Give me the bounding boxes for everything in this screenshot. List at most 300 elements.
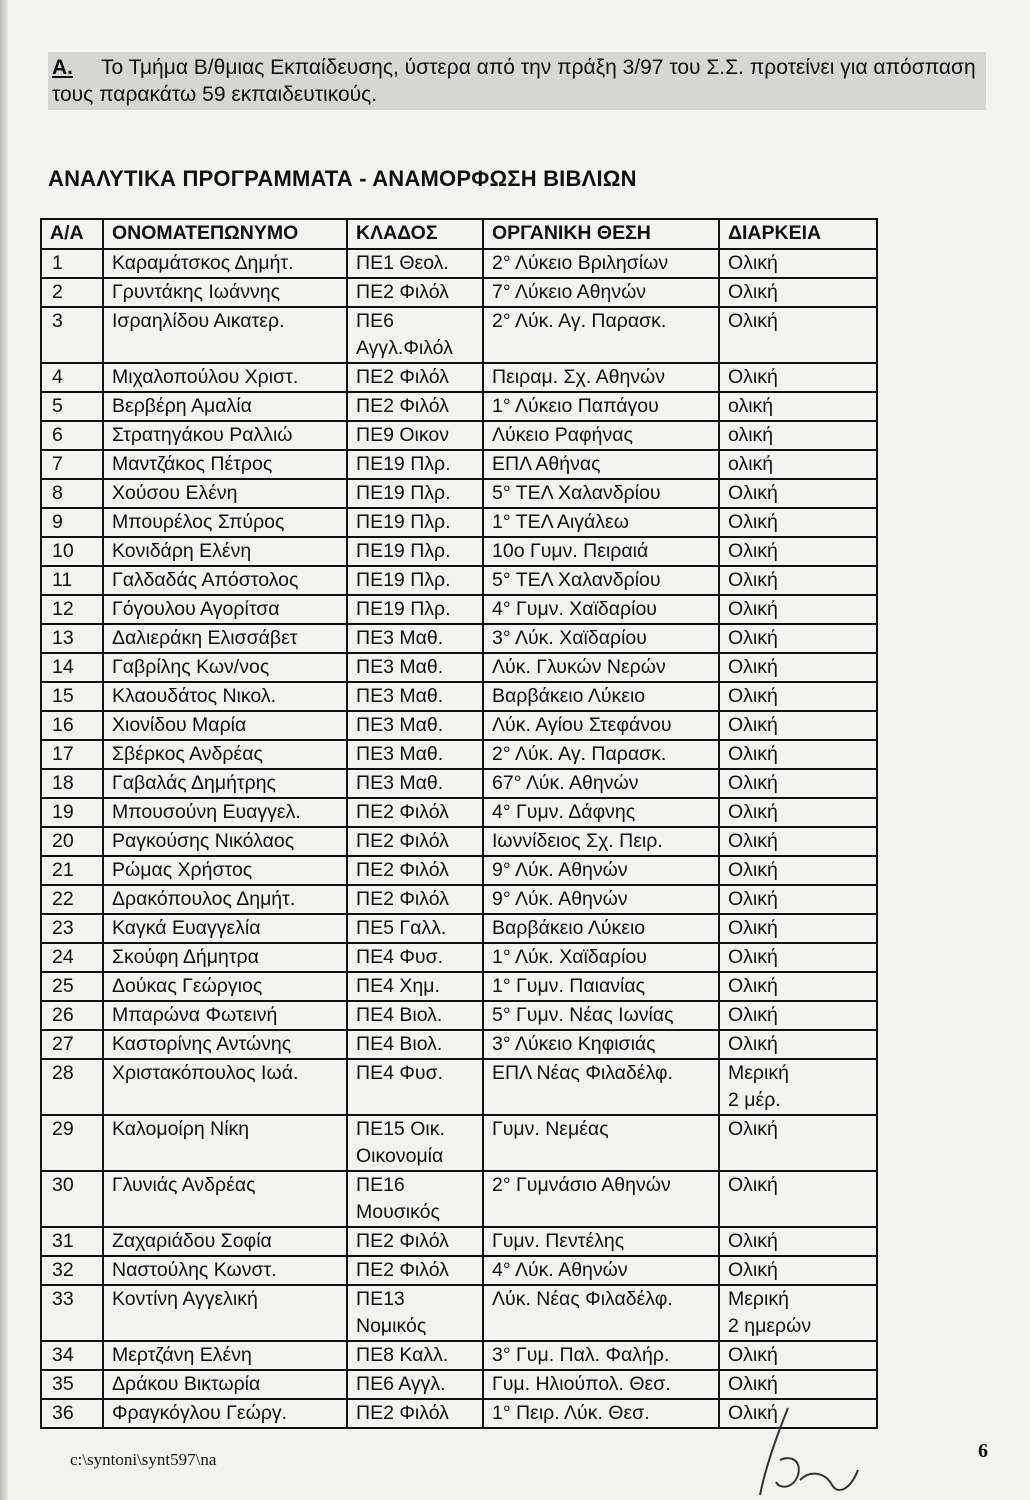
cell-school-line: 67° Λύκ. Αθηνών	[492, 772, 639, 794]
cell-branch-line: ΠΕ1 Θεολ.	[356, 252, 449, 274]
cell-index-line: 30	[52, 1174, 74, 1196]
cell-name	[103, 508, 347, 537]
cell-index-line: 24	[52, 946, 74, 968]
cell-school-line: 9° Λύκ. Αθηνών	[492, 888, 628, 910]
cell-index-line: 20	[52, 830, 74, 852]
cell-duration	[719, 682, 877, 711]
cell-index-line: 27	[52, 1033, 74, 1055]
cell-school-line: 10ο Γυμν. Πειραιά	[492, 540, 649, 562]
cell-duration-line: ολική	[728, 453, 774, 475]
cell-duration-line: Ολική	[728, 1373, 778, 1395]
cell-name	[103, 566, 347, 595]
cell-branch	[347, 1370, 483, 1399]
cell-duration-line: Μερική	[728, 1288, 789, 1310]
cell-branch	[347, 1030, 483, 1059]
cell-branch-line: ΠΕ3 Μαθ.	[356, 743, 444, 765]
cell-branch	[347, 653, 483, 682]
cell-index	[41, 450, 103, 479]
cell-branch	[347, 421, 483, 450]
cell-name-line: Καστορίνης Αντώνης	[112, 1033, 292, 1055]
cell-duration-line: Ολική	[728, 975, 778, 997]
cell-duration	[719, 537, 877, 566]
cell-branch	[347, 624, 483, 653]
cell-branch	[347, 1285, 483, 1341]
cell-branch-line: ΠΕ2 Φιλόλ	[356, 1230, 449, 1252]
cell-branch-line: ΠΕ4 Χημ.	[356, 975, 440, 997]
cell-branch	[347, 827, 483, 856]
cell-school-line: 5° ΤΕΛ Χαλανδρίου	[492, 482, 661, 504]
table-row	[41, 421, 877, 450]
cell-duration-line: Ολική	[728, 656, 778, 678]
cell-name	[103, 769, 347, 798]
cell-duration	[719, 711, 877, 740]
cell-branch-line: ΠΕ3 Μαθ.	[356, 656, 444, 678]
cell-school	[483, 278, 719, 307]
cell-name	[103, 1227, 347, 1256]
cell-school	[483, 682, 719, 711]
cell-duration-line: Ολική	[728, 1118, 778, 1140]
cell-index	[41, 798, 103, 827]
cell-school-line: Λύκ. Νέας Φιλαδέλφ.	[492, 1288, 673, 1310]
cell-school	[483, 1227, 719, 1256]
cell-branch-line: ΠΕ5 Γαλλ.	[356, 917, 447, 939]
table-row	[41, 566, 877, 595]
cell-index-line: 33	[52, 1288, 74, 1310]
cell-name-line: Ισραηλίδου Αικατερ.	[112, 310, 285, 332]
cell-index	[41, 1370, 103, 1399]
cell-index-line: 31	[52, 1230, 74, 1252]
cell-index	[41, 856, 103, 885]
cell-duration	[719, 972, 877, 1001]
cell-index	[41, 624, 103, 653]
cell-duration-line: ολική	[728, 424, 774, 446]
cell-duration	[719, 1370, 877, 1399]
cell-name-line: Καλομοίρη Νίκη	[112, 1118, 250, 1140]
cell-name	[103, 1059, 347, 1115]
cell-name-line: Μπουρέλος Σπύρος	[112, 511, 285, 533]
cell-school	[483, 1341, 719, 1370]
cell-branch-line: ΠΕ2 Φιλόλ	[356, 366, 449, 388]
cell-branch-line: ΠΕ3 Μαθ.	[356, 714, 444, 736]
cell-school-line: Λύκ. Αγίου Στεφάνου	[492, 714, 672, 736]
cell-branch-line: ΠΕ2 Φιλόλ	[356, 859, 449, 881]
table-row	[41, 1285, 877, 1341]
cell-name	[103, 363, 347, 392]
cell-duration-line: Ολική	[728, 310, 778, 332]
cell-index-line: 29	[52, 1118, 74, 1140]
cell-school-line: 2° Γυμνάσιο Αθηνών	[492, 1174, 671, 1196]
cell-school-line: 1° Λύκ. Χαϊδαρίου	[492, 946, 647, 968]
cell-index	[41, 827, 103, 856]
cell-index-line: 10	[52, 540, 74, 562]
cell-index	[41, 1227, 103, 1256]
cell-duration	[719, 1285, 877, 1341]
cell-index	[41, 972, 103, 1001]
cell-name	[103, 1285, 347, 1341]
cell-index-line: 7	[52, 453, 63, 475]
cell-school	[483, 653, 719, 682]
intro-text: Το Τμήμα Β/θμιας Εκπαίδευσης, ύστερα από την πράξη 3/97 του Σ.Σ. προτείνει για απόσπαση τους παρακάτω 59 εκπαιδευτικούς.	[52, 56, 976, 106]
cell-index-line: 21	[52, 859, 74, 881]
cell-duration-line: Ολική	[728, 1344, 778, 1366]
cell-index	[41, 1256, 103, 1285]
cell-duration	[719, 307, 877, 363]
table-row	[41, 914, 877, 943]
cell-school	[483, 914, 719, 943]
cell-index	[41, 392, 103, 421]
cell-duration	[719, 479, 877, 508]
cell-index	[41, 711, 103, 740]
cell-duration	[719, 595, 877, 624]
cell-duration-line: Ολική	[728, 1259, 778, 1281]
cell-index-line: 34	[52, 1344, 74, 1366]
cell-branch	[347, 566, 483, 595]
cell-index	[41, 595, 103, 624]
table-row	[41, 595, 877, 624]
cell-school	[483, 450, 719, 479]
cell-branch-line: ΠΕ2 Φιλόλ	[356, 1259, 449, 1281]
cell-index-line: 1	[52, 252, 63, 274]
cell-school	[483, 798, 719, 827]
cell-school	[483, 856, 719, 885]
cell-school-line: 3° Λύκ. Χαϊδαρίου	[492, 627, 647, 649]
cell-duration	[719, 450, 877, 479]
cell-name	[103, 392, 347, 421]
cell-index-line: 6	[52, 424, 63, 446]
cell-name	[103, 249, 347, 278]
table-row	[41, 537, 877, 566]
cell-duration-line: Ολική	[728, 1402, 778, 1424]
cell-name-line: Γαβρίλης Κων/νος	[112, 656, 270, 678]
table-row	[41, 1227, 877, 1256]
cell-name	[103, 943, 347, 972]
cell-branch	[347, 1341, 483, 1370]
cell-duration	[719, 508, 877, 537]
cell-school-line: 3° Γυμ. Παλ. Φαλήρ.	[492, 1344, 670, 1366]
teachers-table	[40, 218, 878, 1429]
cell-branch	[347, 508, 483, 537]
cell-duration-line: Μερική	[728, 1062, 789, 1084]
cell-index-line: 8	[52, 482, 63, 504]
cell-duration-line: Ολική	[728, 366, 778, 388]
cell-name-line: Γαβαλάς Δημήτρης	[112, 772, 276, 794]
cell-index	[41, 1115, 103, 1171]
table-row	[41, 972, 877, 1001]
cell-duration-line: Ολική	[728, 1004, 778, 1026]
cell-branch-line: Νομικός	[356, 1315, 427, 1337]
cell-school	[483, 566, 719, 595]
page-number: 6	[978, 1440, 988, 1462]
cell-index	[41, 769, 103, 798]
cell-school-line: 2° Λύκ. Αγ. Παρασκ.	[492, 310, 667, 332]
cell-branch	[347, 711, 483, 740]
cell-school	[483, 740, 719, 769]
teachers-table-wrapper	[40, 218, 878, 1429]
cell-school-line: 1° Πειρ. Λύκ. Θεσ.	[492, 1402, 650, 1424]
cell-name-line: Στρατηγάκου Ραλλιώ	[112, 424, 293, 446]
file-path-footer: c:\syntoni\synt597\na	[70, 1450, 217, 1469]
cell-name-line: Ναστούλης Κωνστ.	[112, 1259, 277, 1281]
cell-name-line: Δαλιεράκη Ελισσάβετ	[112, 627, 298, 649]
cell-branch	[347, 1001, 483, 1030]
cell-duration-line: Ολική	[728, 1174, 778, 1196]
cell-index	[41, 1285, 103, 1341]
cell-duration-line: Ολική	[728, 946, 778, 968]
cell-duration	[719, 943, 877, 972]
header-name: ΟΝΟΜΑΤΕΠΩΝΥΜΟ	[103, 219, 347, 249]
signature-scribble	[740, 1400, 870, 1500]
cell-branch-line: ΠΕ19 Πλρ.	[356, 598, 451, 620]
cell-name	[103, 827, 347, 856]
cell-duration	[719, 624, 877, 653]
cell-school	[483, 624, 719, 653]
cell-index	[41, 653, 103, 682]
cell-name-line: Φραγκόγλου Γεώργ.	[112, 1402, 288, 1424]
cell-name	[103, 798, 347, 827]
cell-school-line: 1° ΤΕΛ Αιγάλεω	[492, 511, 629, 533]
header-school: ΟΡΓΑΝΙΚΗ ΘΕΣΗ	[483, 219, 719, 249]
cell-name	[103, 740, 347, 769]
cell-name	[103, 307, 347, 363]
cell-index-line: 14	[52, 656, 74, 678]
cell-branch-line: ΠΕ3 Μαθ.	[356, 627, 444, 649]
cell-duration	[719, 653, 877, 682]
table-row	[41, 769, 877, 798]
cell-branch-line: ΠΕ19 Πλρ.	[356, 569, 451, 591]
cell-name	[103, 1171, 347, 1227]
cell-branch-line: ΠΕ19 Πλρ.	[356, 482, 451, 504]
cell-index	[41, 740, 103, 769]
cell-name-line: Μπουσούνη Ευαγγελ.	[112, 801, 301, 823]
cell-index-line: 15	[52, 685, 74, 707]
cell-branch-line: ΠΕ4 Φυσ.	[356, 1062, 444, 1084]
cell-school	[483, 943, 719, 972]
cell-index-line: 4	[52, 366, 63, 388]
cell-index-line: 18	[52, 772, 74, 794]
cell-name-line: Βερβέρη Αμαλία	[112, 395, 252, 417]
cell-name-line: Ρώμας Χρήστος	[112, 859, 253, 881]
cell-duration	[719, 1171, 877, 1227]
cell-duration-line: Ολική	[728, 569, 778, 591]
cell-duration	[719, 1341, 877, 1370]
cell-branch	[347, 595, 483, 624]
cell-school-line: Γυμν. Νεμέας	[492, 1118, 609, 1140]
cell-branch	[347, 1115, 483, 1171]
cell-name-line: Σκούφη Δήμητρα	[112, 946, 259, 968]
cell-duration	[719, 249, 877, 278]
cell-index-line: 32	[52, 1259, 74, 1281]
table-row	[41, 1370, 877, 1399]
cell-duration-line: Ολική	[728, 685, 778, 707]
cell-name	[103, 682, 347, 711]
cell-school	[483, 1001, 719, 1030]
cell-index-line: 12	[52, 598, 74, 620]
cell-branch-line: Οικονομία	[356, 1145, 444, 1167]
cell-name-line: Καγκά Ευαγγελία	[112, 917, 261, 939]
cell-index	[41, 537, 103, 566]
cell-school-line: 4° Λύκ. Αθηνών	[492, 1259, 628, 1281]
cell-school	[483, 479, 719, 508]
cell-branch	[347, 972, 483, 1001]
cell-school-line: Πειραμ. Σχ. Αθηνών	[492, 366, 666, 388]
cell-branch	[347, 307, 483, 363]
cell-name	[103, 711, 347, 740]
cell-name-line: Κονιδάρη Ελένη	[112, 540, 252, 562]
cell-duration	[719, 1059, 877, 1115]
cell-index-line: 25	[52, 975, 74, 997]
cell-branch	[347, 1171, 483, 1227]
cell-school	[483, 421, 719, 450]
cell-school-line: 5° ΤΕΛ Χαλανδρίου	[492, 569, 661, 591]
cell-index-line: 16	[52, 714, 74, 736]
table-row	[41, 1059, 877, 1115]
table-row	[41, 1030, 877, 1059]
table-row	[41, 1171, 877, 1227]
cell-name-line: Σβέρκος Ανδρέας	[112, 743, 263, 765]
table-row	[41, 1001, 877, 1030]
cell-branch	[347, 943, 483, 972]
cell-school	[483, 711, 719, 740]
cell-index-line: 19	[52, 801, 74, 823]
table-row	[41, 1115, 877, 1171]
cell-school-line: 7° Λύκειο Αθηνών	[492, 281, 647, 303]
cell-duration-line: Ολική	[728, 511, 778, 533]
cell-duration-line: Ολική	[728, 1230, 778, 1252]
cell-name	[103, 421, 347, 450]
cell-duration-line: Ολική	[728, 917, 778, 939]
cell-branch-line: ΠΕ16	[356, 1174, 405, 1196]
cell-index-line: 22	[52, 888, 74, 910]
cell-school-line: 9° Λύκ. Αθηνών	[492, 859, 628, 881]
cell-name	[103, 450, 347, 479]
cell-index-line: 5	[52, 395, 63, 417]
cell-duration	[719, 885, 877, 914]
cell-school-line: 5° Γυμν. Νέας Ιωνίας	[492, 1004, 674, 1026]
table-body	[41, 249, 877, 1428]
cell-index-line: 9	[52, 511, 63, 533]
cell-school	[483, 1256, 719, 1285]
cell-branch-line: ΠΕ2 Φιλόλ	[356, 1402, 449, 1424]
cell-name-line: Γαλδαδάς Απόστολος	[112, 569, 299, 591]
cell-school	[483, 1171, 719, 1227]
cell-name	[103, 1399, 347, 1428]
cell-name-line: Γρυντάκης Ιωάννης	[112, 281, 281, 303]
cell-name-line: Δράκου Βικτωρία	[112, 1373, 261, 1395]
cell-branch	[347, 1256, 483, 1285]
cell-school-line: ΕΠΛ Αθήνας	[492, 453, 601, 475]
cell-name-line: Μπαρώνα Φωτεινή	[112, 1004, 278, 1026]
cell-index-line: 35	[52, 1373, 74, 1395]
cell-index-line: 23	[52, 917, 74, 939]
cell-duration	[719, 566, 877, 595]
section-heading: ΑΝΑΛΥΤΙΚΑ ΠΡΟΓΡΑΜΜΑΤΑ - ΑΝΑΜΟΡΦΩΣΗ ΒΙΒΛΙΩΝ	[48, 166, 637, 191]
cell-index	[41, 1341, 103, 1370]
cell-branch-line: ΠΕ3 Μαθ.	[356, 685, 444, 707]
cell-name-line: Χούσου Ελένη	[112, 482, 238, 504]
cell-school	[483, 392, 719, 421]
cell-school	[483, 769, 719, 798]
cell-index	[41, 1030, 103, 1059]
table-row	[41, 682, 877, 711]
cell-branch-line: ΠΕ4 Φυσ.	[356, 946, 444, 968]
cell-duration-line: Ολική	[728, 627, 778, 649]
cell-branch	[347, 856, 483, 885]
cell-branch-line: ΠΕ2 Φιλόλ	[356, 888, 449, 910]
cell-branch	[347, 798, 483, 827]
table-row	[41, 798, 877, 827]
cell-branch-line: ΠΕ2 Φιλόλ	[356, 281, 449, 303]
cell-index	[41, 278, 103, 307]
cell-name	[103, 1030, 347, 1059]
cell-school	[483, 1399, 719, 1428]
cell-duration	[719, 1115, 877, 1171]
cell-name-line: Μαντζάκος Πέτρος	[112, 453, 273, 475]
cell-name-line: Μερτζάνη Ελένη	[112, 1344, 252, 1366]
table-row	[41, 624, 877, 653]
cell-duration-line: Ολική	[728, 888, 778, 910]
cell-name	[103, 595, 347, 624]
cell-school	[483, 249, 719, 278]
page-edge	[0, 0, 8, 1500]
cell-branch-line: ΠΕ15 Οικ.	[356, 1118, 445, 1140]
cell-school-line: Λύκ. Γλυκών Νερών	[492, 656, 666, 678]
cell-index	[41, 566, 103, 595]
cell-name-line: Καραμάτσκος Δημήτ.	[112, 252, 294, 274]
cell-index-line: 28	[52, 1062, 74, 1084]
cell-duration-line: Ολική	[728, 540, 778, 562]
cell-school-line: Ιωννίδειος Σχ. Πειρ.	[492, 830, 663, 852]
cell-name	[103, 885, 347, 914]
cell-school-line: 1° Λύκειο Παπάγου	[492, 395, 659, 417]
table-row	[41, 249, 877, 278]
cell-duration-line: Ολική	[728, 743, 778, 765]
cell-school	[483, 1115, 719, 1171]
cell-index	[41, 914, 103, 943]
header-index: Α/Α	[41, 219, 103, 249]
table-row	[41, 827, 877, 856]
cell-branch	[347, 1227, 483, 1256]
table-row	[41, 943, 877, 972]
cell-index-line: 26	[52, 1004, 74, 1026]
cell-duration-line: Ολική	[728, 772, 778, 794]
cell-duration	[719, 1227, 877, 1256]
cell-name	[103, 1115, 347, 1171]
cell-school-line: 4° Γυμν. Χαϊδαρίου	[492, 598, 657, 620]
cell-index-line: 13	[52, 627, 74, 649]
cell-school	[483, 595, 719, 624]
cell-duration	[719, 914, 877, 943]
cell-name	[103, 653, 347, 682]
cell-school-line: Βαρβάκειο Λύκειο	[492, 917, 646, 939]
cell-school-line: Γυμν. Πεντέλης	[492, 1230, 625, 1252]
cell-branch-line: ΠΕ19 Πλρ.	[356, 540, 451, 562]
cell-branch	[347, 885, 483, 914]
cell-index-line: 36	[52, 1402, 74, 1424]
cell-index	[41, 421, 103, 450]
cell-index	[41, 249, 103, 278]
cell-name	[103, 1256, 347, 1285]
cell-name	[103, 1370, 347, 1399]
cell-school	[483, 1059, 719, 1115]
cell-name-line: Γόγουλου Αγορίτσα	[112, 598, 280, 620]
cell-duration	[719, 1030, 877, 1059]
table-row	[41, 1256, 877, 1285]
cell-duration	[719, 856, 877, 885]
cell-index-line: 3	[52, 310, 63, 332]
cell-name	[103, 624, 347, 653]
cell-branch	[347, 1399, 483, 1428]
cell-branch-line: Αγγλ.Φιλόλ	[356, 337, 453, 359]
